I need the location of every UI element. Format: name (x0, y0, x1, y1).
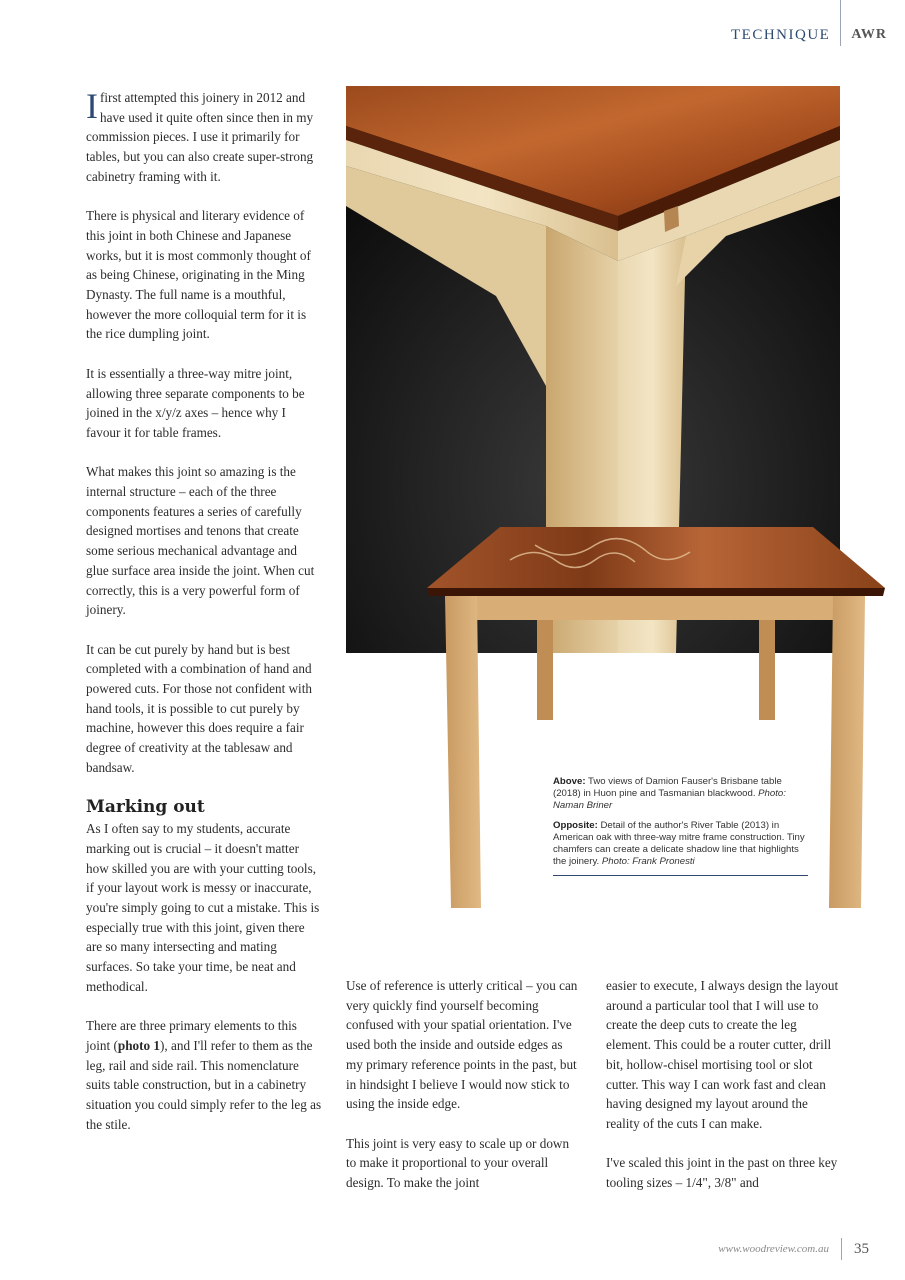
photo-reference: photo 1 (117, 1037, 161, 1053)
paragraph: easier to execute, I always design the layout around a particular tool that I will use to create the deep cuts to create the leg element. This could be a router cutter, drill bit, hollow-chisel mortising tool or slot cutter. This way I can work fast and clean having designed my layout around the reality of the cuts I can make. (606, 978, 839, 1131)
footer-divider (841, 1238, 842, 1260)
paragraph: There is physical and literary evidence of this joint in both Chinese and Japanese works, but it is most commonly thought of as being Chinese, originating in the Ming Dynasty. The full name is a mouthful, however the more colloquial term for it is the rice dumpling joint. (86, 208, 311, 342)
paragraph: Use of reference is utterly critical – you can very quickly find yourself becoming confused with your spatial orientation. I've used both the inside and outside edges as my primary reference points in the past, but in hindsight I believe I would now stick to using the inside edge. (346, 978, 578, 1112)
paragraph: I've scaled this joint in the past on three key tooling sizes – 1/4", 3/8" and (606, 1155, 838, 1191)
article-column-1 (86, 88, 322, 1154)
article-column-2 (346, 976, 582, 1212)
paragraph: It is essentially a three-way mitre joint, allowing three separate components to be joined in the x/y/z axes – hence why I favour it for table frames. (86, 365, 305, 440)
caption-rule (553, 875, 808, 876)
drop-cap: I (86, 86, 98, 126)
caption-above: Above: Two views of Damion Fauser's Brisbane table (2018) in Huon pine and Tasmanian blackwood. Photo: Naman Briner (553, 776, 786, 812)
page-number: 35 (854, 1240, 869, 1257)
page-header (731, 22, 887, 48)
magazine-brand: AWR (851, 27, 887, 42)
article-column-3 (606, 976, 842, 1212)
paragraph: There are three primary elements to this joint (photo 1), and I'll refer to them as the leg, rail and side rail. This nomenclature suits table construction, but in a cabinetry situation you could simply refer to the leg as the stile. (86, 1018, 322, 1132)
section-label: TECHNIQUE (731, 26, 831, 43)
paragraph: As I often say to my students, accurate marking out is crucial – it doesn't matter how skilled you are with your cutting tools, if your layout work is messy or inaccurate, you're simply going to cut a mistake. This is especially true with this joint, given there are so many intersecting and mating surfaces. So take your time, be neat and methodical. (86, 821, 320, 994)
intro-paragraph: Ifirst attempted this joinery in 2012 and have used it quite often since then in my commission pieces. I use it primarily for tables, but you can also create super-strong cabinetry framing with it. (86, 86, 314, 184)
paragraph: It can be cut purely by hand but is best completed with a combination of hand and powered cuts. For those not confident with hand tools, it is possible to cut purely by machine, however this does require a fair degree of creativity at the tablesaw and bandsaw. (86, 641, 312, 775)
subheading: Marking out (86, 796, 205, 817)
caption-opposite: Opposite: Detail of the author's River Table (2013) in American oak with three-way mitre frame construction. Tiny chamfers can create a delicate shadow line that highlights the joinery. Photo: Frank Pronesti (553, 819, 805, 868)
paragraph: What makes this joint so amazing is the internal structure – each of the three components features a series of carefully designed mortises and tenons that create some serious mechanical advantage and glue surface area inside the joint. When cut correctly, this is a very powerful form of joinery. (86, 464, 315, 618)
website-url: www.woodreview.com.au (718, 1243, 829, 1255)
page-footer (718, 1238, 869, 1260)
header-divider (840, 0, 841, 46)
photo-caption (553, 776, 808, 876)
paragraph: This joint is very easy to scale up or down to make it proportional to your overall design. To make the joint (346, 1135, 570, 1191)
